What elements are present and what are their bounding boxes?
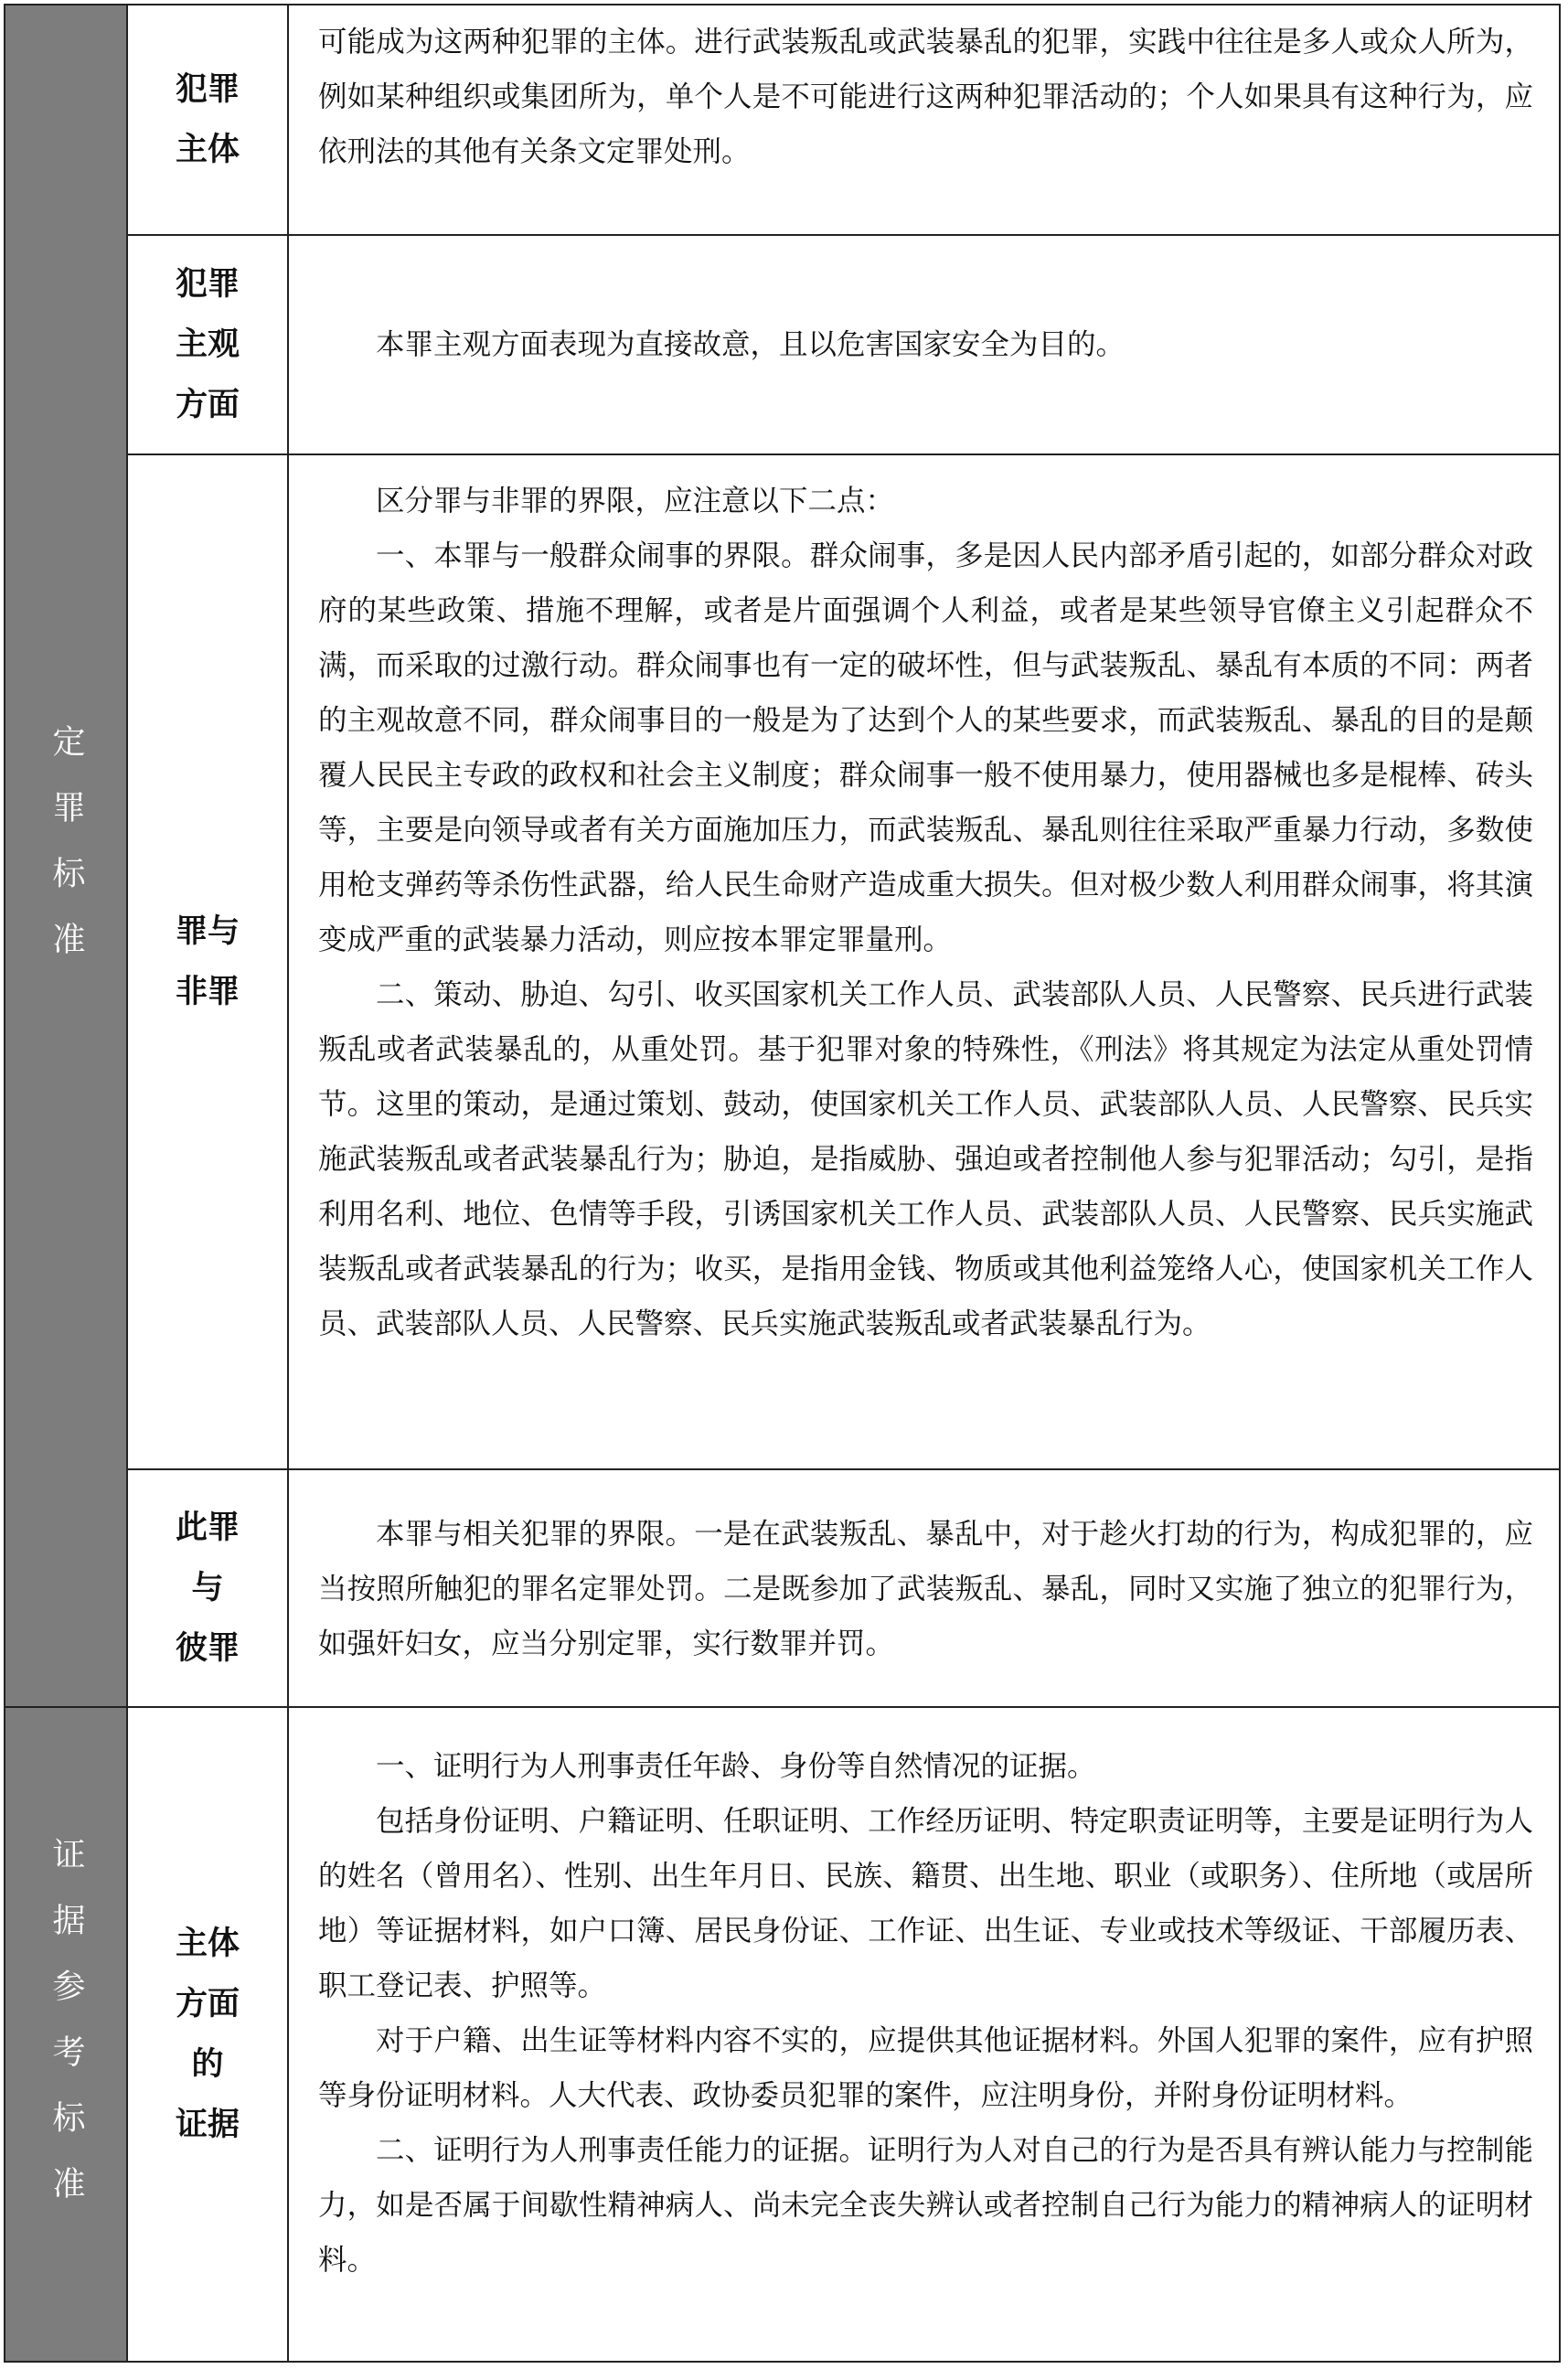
row-content [289,1470,1559,1706]
row-label: 罪与 非罪 [128,455,289,1468]
paragraph: 包括身份证明、户籍证明、任职证明、工作经历证明、特定职责证明等，主要是证明行为人的姓名（曾用名）、性别、出生年月日、民族、籍贯、出生地、职业（或职务）、住所地（或居所地）等证据材料，如户口簿、居民身份证、工作证、出生证、专业或技术等级证、干部履历表、职工登记表、护照等。 [318,1805,1533,2002]
row-crime-vs-noncrime [128,454,1559,1468]
paragraph: 二、策动、胁迫、勾引、收买国家机关工作人员、武装部队人员、人民警察、民兵进行武装叛乱或者武装暴乱的，从重处罚。基于犯罪对象的特殊性，《刑法》将其规定为法定从重处罚情节。这里的策动，是通过策划、鼓动，使国家机关工作人员、武装部队人员、人民警察、民兵实施武装叛乱或者武装暴乱行为；胁迫，是指威胁、强迫或者控制他人参与犯罪活动；勾引，是指利用名利、地位、色情等手段，引诱国家机关工作人员、武装部队人员、人民警察、民兵实施武装叛乱或者武装暴乱的行为；收买，是指用金钱、物质或其他利益笼络人心，使国家机关工作人员、武装部队人员、人民警察、民兵实施武装叛乱或者武装暴乱行为。 [318,978,1533,1340]
paragraph: 对于户籍、出生证等材料内容不实的，应提供其他证据材料。外国人犯罪的案件，应有护照等身份证明材料。人大代表、政协委员犯罪的案件，应注明身份，并附身份证明材料。 [318,2024,1533,2112]
paragraph: 本罪主观方面表现为直接故意，且以危害国家安全为目的。 [376,328,1125,361]
row-subject-evidence [128,1708,1559,2361]
row-content [289,5,1559,234]
category-conviction-standard [5,5,1559,1706]
row-this-vs-other-crime [128,1468,1559,1706]
category-label [5,5,128,1706]
row-label: 犯罪 主体 [128,5,289,234]
paragraph: 一、证明行为人刑事责任年龄、身份等自然情况的证据。 [376,1750,1096,1783]
row-crime-subject [128,5,1559,234]
row-content [289,236,1559,454]
paragraph: 一、本罪与一般群众闹事的界限。群众闹事，多是因人民内部矛盾引起的，如部分群众对政府的某些政策、措施不理解，或者是片面强调个人利益，或者是某些领导官僚主义引起群众不满，而采取的过激行动。群众闹事也有一定的破坏性，但与武装叛乱、暴乱有本质的不同：两者的主观故意不同，群众闹事目的一般是为了达到个人的某些要求，而武装叛乱、暴乱的目的是颠覆人民民主专政的政权和社会主义制度；群众闹事一般不使用暴力，使用器械也多是棍棒、砖头等，主要是向领导或者有关方面施加压力，而武装叛乱、暴乱则往往采取严重暴力行动，多数使用枪支弹药等杀伤性武器，给人民生命财产造成重大损失。但对极少数人利用群众闹事，将其演变成严重的武装暴力活动，则应按本罪定罪量刑。 [318,539,1533,956]
row-subjective-aspect [128,234,1559,454]
row-label: 此罪 与 彼罪 [128,1470,289,1706]
row-content [289,1708,1559,2361]
criteria-table [4,4,1561,2363]
category-label-text: 证据参考标准 [48,1837,85,2232]
paragraph: 二、证明行为人刑事责任能力的证据。证明行为人对自己的行为是否具有辨认能力与控制能力，如是否属于间歇性精神病人、尚未完全丧失辨认或者控制自己行为能力的精神病人的证明材料。 [318,2134,1533,2277]
category-evidence-standard [5,1708,1559,2361]
paragraph: 本罪与相关犯罪的界限。一是在武装叛乱、暴乱中，对于趁火打劫的行为，构成犯罪的，应当按照所触犯的罪名定罪处罚。二是既参加了武装叛乱、暴乱，同时又实施了独立的犯罪行为，如强奸妇女，应当分别定罪，实行数罪并罚。 [318,1518,1533,1660]
category-label [5,1708,128,2361]
row-label: 犯罪 主观 方面 [128,236,289,454]
row-content [289,455,1559,1468]
row-label: 主体 方面 的 证据 [128,1708,289,2361]
paragraph: 区分罪与非罪的界限，应注意以下二点： [376,485,895,518]
category-label-text: 定罪标准 [48,724,85,987]
paragraph: 可能成为这两种犯罪的主体。进行武装叛乱或武装暴乱的犯罪，实践中往往是多人或众人所为，例如某种组织或集团所为，单个人是不可能进行这两种犯罪活动的；个人如果具有这种行为，应依刑法的其他有关条文定罪处刑。 [318,26,1533,168]
